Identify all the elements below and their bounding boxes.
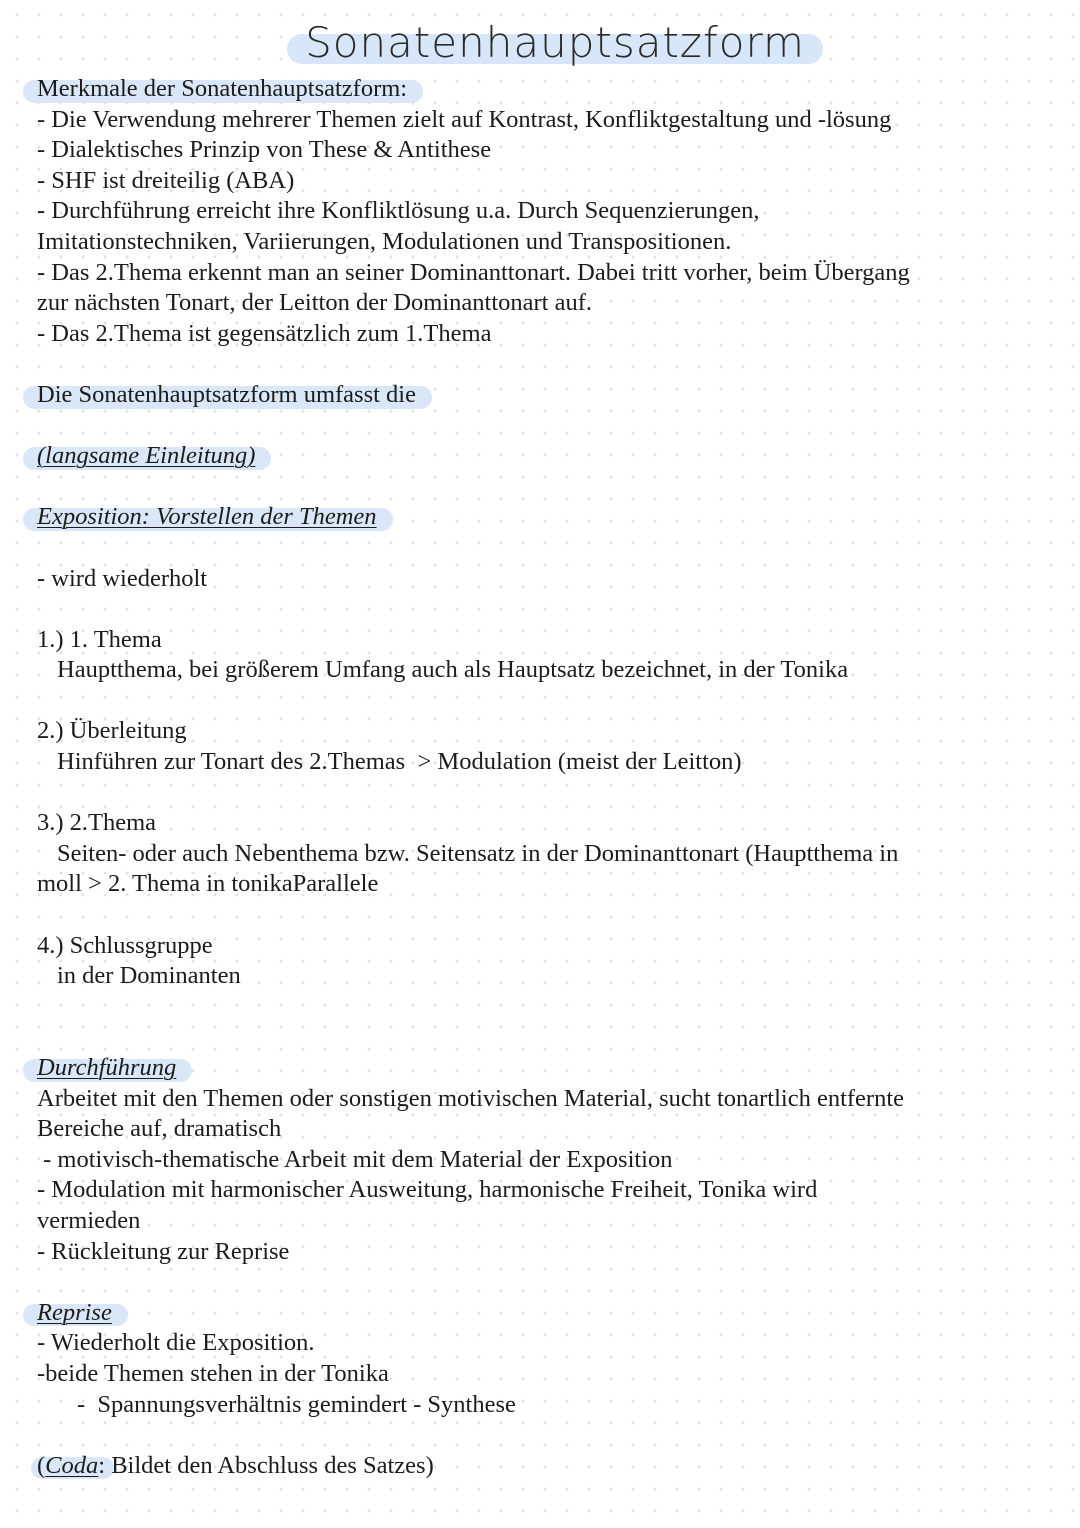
exposition-item-desc: moll > 2. Thema in tonikaParallele xyxy=(37,870,379,898)
durchfuehrung-line: - Rückleitung zur Reprise xyxy=(37,1237,290,1265)
reprise-sub-line: - Spannungsverhältnis gemindert - Synthese xyxy=(77,1390,516,1418)
reprise-line: - Wiederholt die Exposition. xyxy=(37,1329,315,1357)
durchfuehrung-line: vermieden xyxy=(37,1206,141,1234)
durchfuehrung-heading: Durchführung xyxy=(37,1053,1037,1084)
slow-intro-heading: (langsame Einleitung) xyxy=(37,441,1037,472)
coda-text: : Bildet den Abschluss des Satzes) xyxy=(98,1451,434,1479)
exposition-item-desc: Hinführen zur Tonart des 2.Themas > Modulation (meist der Leitton) xyxy=(57,748,742,776)
exposition-item-label: 1.) 1. Thema xyxy=(37,625,162,653)
exposition-item-label: 3.) 2.Thema xyxy=(37,809,157,837)
reprise-heading: Reprise xyxy=(37,1298,1037,1329)
feature-line: Imitationstechniken, Variierungen, Modulationen und Transpositionen. xyxy=(37,227,732,255)
durchfuehrung-line: - motivisch-thematische Arbeit mit dem Material der Exposition xyxy=(37,1145,673,1173)
exposition-heading: Exposition: Vorstellen der Themen xyxy=(37,502,1037,533)
title-container xyxy=(0,18,1080,67)
exposition-item-desc: in der Dominanten xyxy=(57,962,241,990)
features-heading: Merkmale der Sonatenhauptsatzform: xyxy=(37,74,1037,105)
feature-line: - Durchführung erreicht ihre Konfliktlösung u.a. Durch Sequenzierungen, xyxy=(37,197,760,225)
exposition-item-desc: Seiten- oder auch Nebenthema bzw. Seitensatz in der Dominanttonart (Hauptthema in xyxy=(57,839,899,867)
exposition-item-label: 2.) Überleitung xyxy=(37,717,187,745)
feature-line: - SHF ist dreiteilig (ABA) xyxy=(37,166,295,194)
exposition-item-label: 4.) Schlussgruppe xyxy=(37,931,213,959)
exposition-repeat: - wird wiederholt xyxy=(37,564,208,592)
coda-label: Coda xyxy=(45,1451,98,1482)
feature-line: zur nächsten Tonart, der Leitton der Dominanttonart auf. xyxy=(37,289,593,317)
feature-line: - Das 2.Thema erkennt man an seiner Dominanttonart. Dabei tritt vorher, beim Übergang xyxy=(37,258,910,286)
feature-line: - Dialektisches Prinzip von These & Antithese xyxy=(37,136,492,164)
durchfuehrung-line: - Modulation mit harmonischer Ausweitung, harmonische Freiheit, Tonika wird xyxy=(37,1176,818,1204)
exposition-item-desc: Hauptthema, bei größerem Umfang auch als Hauptsatz bezeichnet, in der Tonika xyxy=(57,656,849,684)
document-body xyxy=(37,74,1037,1481)
page-title: Sonatenhauptsatzform xyxy=(287,18,823,67)
coda-open: ( xyxy=(37,1451,46,1479)
feature-line: - Das 2.Thema ist gegensätzlich zum 1.Thema xyxy=(37,319,492,347)
intro-line: Die Sonatenhauptsatzform umfasst die xyxy=(37,380,1037,411)
reprise-line: -beide Themen stehen in der Tonika xyxy=(37,1359,389,1387)
feature-line: - Die Verwendung mehrerer Themen zielt auf Kontrast, Konfliktgestaltung und -lösung xyxy=(37,105,892,133)
durchfuehrung-line: Arbeitet mit den Themen oder sonstigen motivischen Material, sucht tonartlich entfernte xyxy=(37,1084,905,1112)
durchfuehrung-line: Bereiche auf, dramatisch xyxy=(37,1115,282,1143)
coda-line xyxy=(37,1451,1037,1482)
